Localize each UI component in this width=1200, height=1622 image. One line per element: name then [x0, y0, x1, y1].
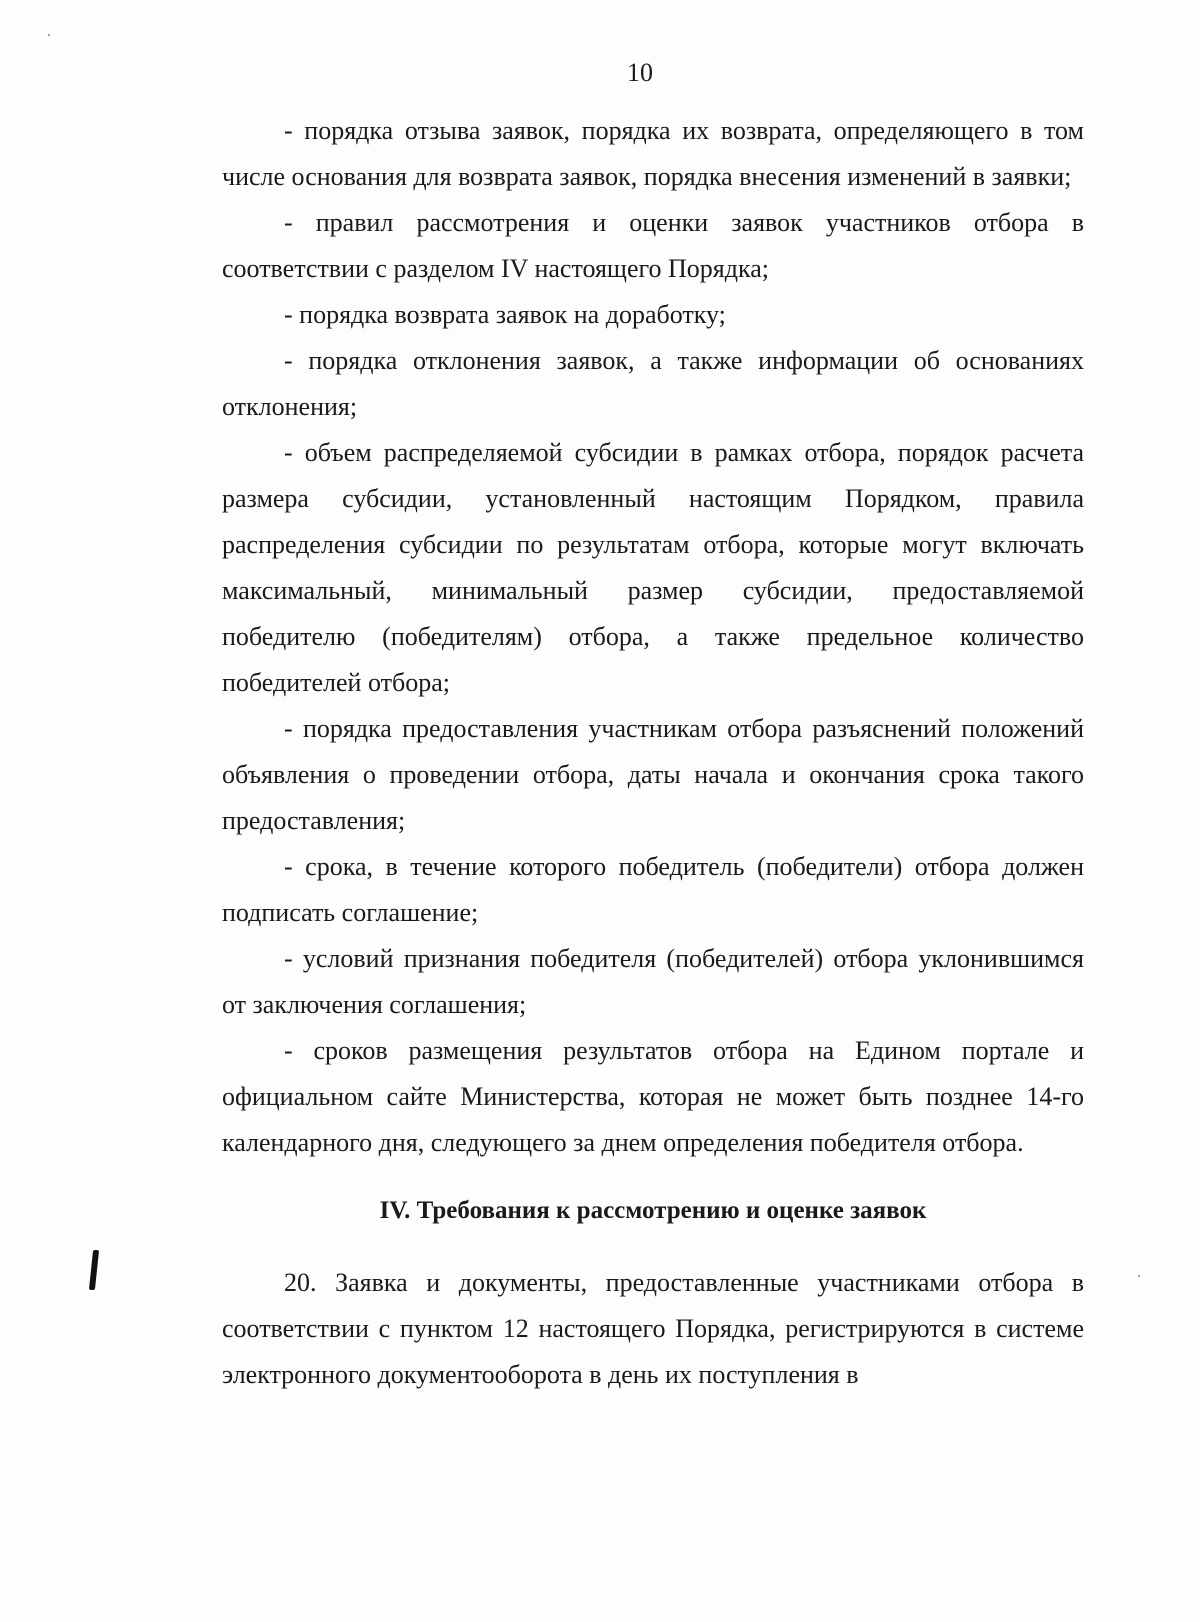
list-item-paragraph: - объем распределяемой субсидии в рамках отбора, порядок расчета размера субсидии, установленный настоящим Порядком, правила распределения субсидии по результатам отбора, которые могут включать максимальный, минимальный размер субсидии, предоставляемой победителю (победителям) отбора, а также предельное количество победителей отбора; — [222, 438, 1084, 697]
scan-speck — [48, 34, 50, 36]
section-paragraph: 20. Заявка и документы, предоставленные участниками отбора в соответствии с пунктом 12 настоящего Порядка, регистрируются в системе электронного документооборота в день их поступления в — [222, 1268, 1084, 1389]
list-item-paragraph: - срока, в течение которого победитель (победители) отбора должен подписать соглашение; — [222, 852, 1084, 927]
document-body — [222, 108, 1084, 1398]
list-item-paragraph: - порядка отзыва заявок, порядка их возврата, определяющего в том числе основания для возврата заявок, порядка внесения изменений в заявки; — [222, 116, 1084, 191]
list-item-paragraph: - порядка отклонения заявок, а также информации об основаниях отклонения; — [222, 346, 1084, 421]
scan-speck — [1138, 1275, 1140, 1277]
list-item-paragraph: - порядка предоставления участникам отбора разъяснений положений объявления о проведении отбора, даты начала и окончания срока такого предоставления; — [222, 714, 1084, 835]
list-item-paragraph: - правил рассмотрения и оценки заявок участников отбора в соответствии с разделом IV настоящего Порядка; — [222, 208, 1084, 283]
section-heading: IV. Требования к рассмотрению и оценке заявок — [379, 1197, 927, 1224]
page-number: 10 — [627, 58, 653, 87]
list-item-paragraph: - условий признания победителя (победителей) отбора уклонившимся от заключения соглашения; — [222, 944, 1084, 1019]
list-item-paragraph: - порядка возврата заявок на доработку; — [284, 300, 726, 329]
binding-mark — [89, 1250, 99, 1290]
list-item-paragraph: - сроков размещения результатов отбора на Едином портале и официальном сайте Министерства, которая не может быть позднее 14-го календарного дня, следующего за днем определения победителя отбора. — [222, 1036, 1084, 1157]
